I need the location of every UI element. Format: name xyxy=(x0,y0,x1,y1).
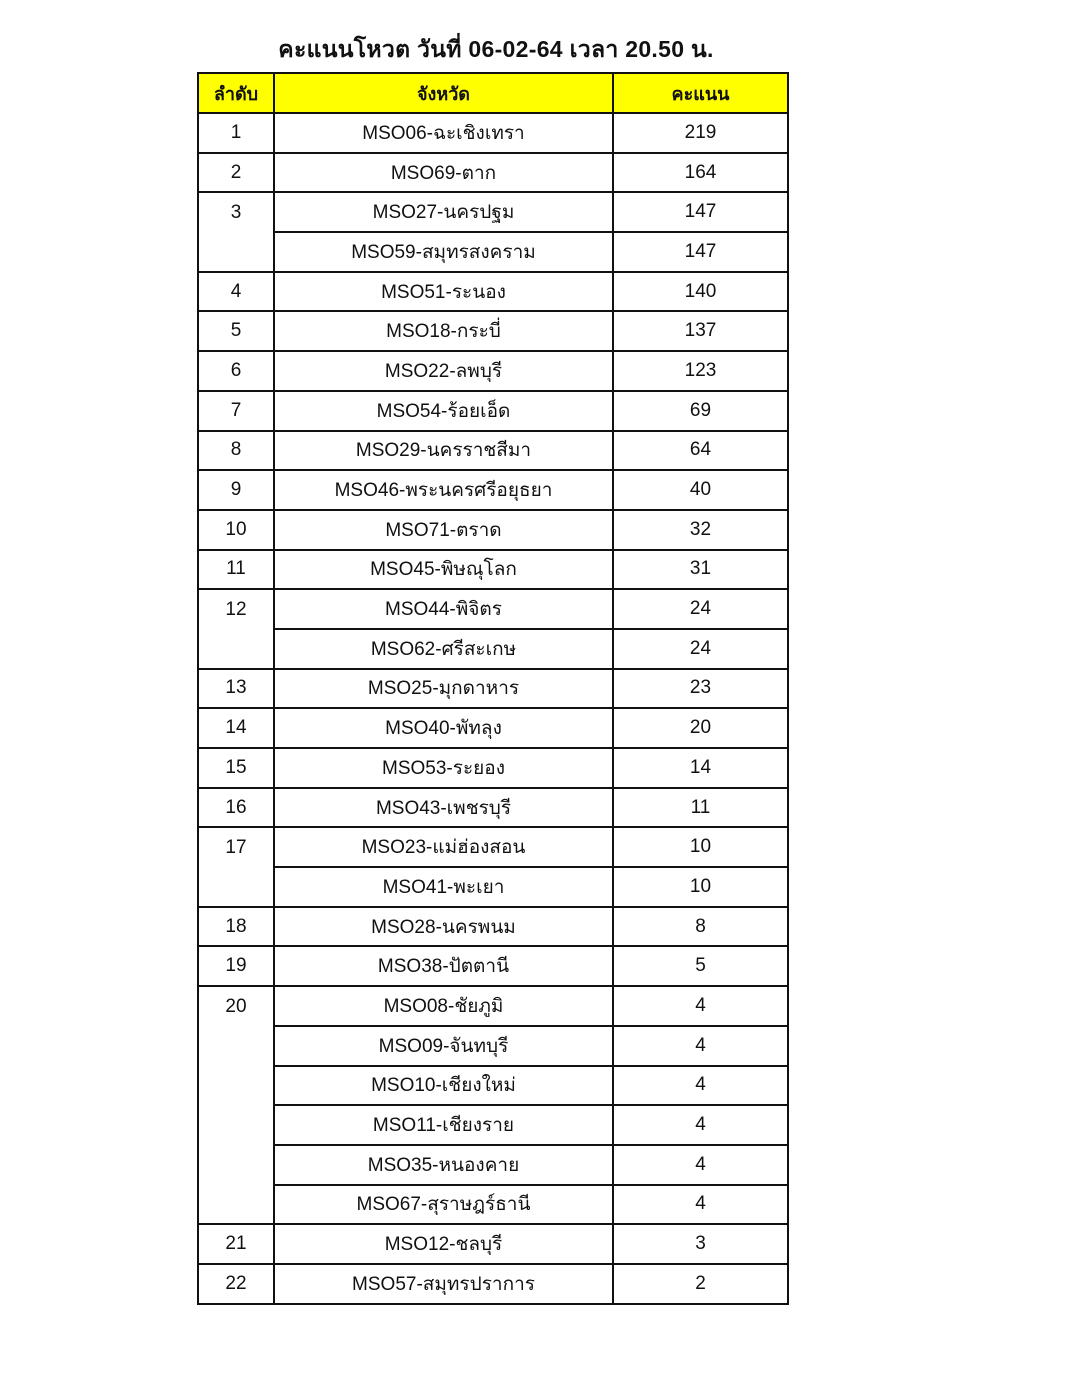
province-cell: MSO38-ปัตตานี xyxy=(274,946,613,986)
table-row xyxy=(198,669,788,709)
rank-cell: 18 xyxy=(198,907,274,947)
table-row xyxy=(198,192,788,232)
province-cell: MSO12-ชลบุรี xyxy=(274,1224,613,1264)
score-cell: 147 xyxy=(613,192,788,232)
rank-cell: 16 xyxy=(198,788,274,828)
rank-cell: 3 xyxy=(198,192,274,271)
score-cell: 20 xyxy=(613,708,788,748)
table-row xyxy=(198,1185,788,1225)
table-row xyxy=(198,272,788,312)
rank-cell: 2 xyxy=(198,153,274,193)
score-cell: 8 xyxy=(613,907,788,947)
table-row xyxy=(198,1066,788,1106)
province-cell: MSO57-สมุทรปราการ xyxy=(274,1264,613,1304)
rank-cell: 12 xyxy=(198,589,274,668)
province-cell: MSO11-เชียงราย xyxy=(274,1105,613,1145)
province-cell: MSO28-นครพนม xyxy=(274,907,613,947)
table-row xyxy=(198,788,788,828)
score-cell: 219 xyxy=(613,113,788,153)
rank-cell: 8 xyxy=(198,431,274,471)
rank-cell: 19 xyxy=(198,946,274,986)
table-row xyxy=(198,1105,788,1145)
table-row xyxy=(198,431,788,471)
province-cell: MSO25-มุกดาหาร xyxy=(274,669,613,709)
score-cell: 147 xyxy=(613,232,788,272)
rank-cell: 9 xyxy=(198,470,274,510)
table-row xyxy=(198,629,788,669)
table-row xyxy=(198,907,788,947)
table-row xyxy=(198,867,788,907)
table-row xyxy=(198,946,788,986)
province-cell: MSO51-ระนอง xyxy=(274,272,613,312)
table-row xyxy=(198,986,788,1026)
score-cell: 10 xyxy=(613,867,788,907)
rank-cell: 21 xyxy=(198,1224,274,1264)
province-cell: MSO09-จันทบุรี xyxy=(274,1026,613,1066)
score-cell: 4 xyxy=(613,1105,788,1145)
table-header-row xyxy=(198,73,788,113)
table-row xyxy=(198,351,788,391)
rank-cell: 5 xyxy=(198,311,274,351)
rank-cell: 1 xyxy=(198,113,274,153)
table-row xyxy=(198,113,788,153)
score-cell: 11 xyxy=(613,788,788,828)
vote-score-table xyxy=(197,72,789,1305)
table-row xyxy=(198,153,788,193)
rank-cell: 22 xyxy=(198,1264,274,1304)
province-cell: MSO10-เชียงใหม่ xyxy=(274,1066,613,1106)
table-row xyxy=(198,1145,788,1185)
score-cell: 40 xyxy=(613,470,788,510)
score-cell: 69 xyxy=(613,391,788,431)
table-body xyxy=(198,113,788,1304)
province-cell: MSO22-ลพบุรี xyxy=(274,351,613,391)
score-cell: 5 xyxy=(613,946,788,986)
table-row xyxy=(198,311,788,351)
score-cell: 4 xyxy=(613,1145,788,1185)
score-cell: 2 xyxy=(613,1264,788,1304)
province-cell: MSO06-ฉะเชิงเทรา xyxy=(274,113,613,153)
score-cell: 64 xyxy=(613,431,788,471)
province-cell: MSO53-ระยอง xyxy=(274,748,613,788)
province-cell: MSO69-ตาก xyxy=(274,153,613,193)
score-cell: 24 xyxy=(613,629,788,669)
table-row xyxy=(198,748,788,788)
table-row xyxy=(198,1026,788,1066)
province-cell: MSO40-พัทลุง xyxy=(274,708,613,748)
rank-cell: 15 xyxy=(198,748,274,788)
score-cell: 32 xyxy=(613,510,788,550)
province-cell: MSO44-พิจิตร xyxy=(274,589,613,629)
rank-cell: 17 xyxy=(198,827,274,906)
province-cell: MSO35-หนองคาย xyxy=(274,1145,613,1185)
province-cell: MSO43-เพชรบุรี xyxy=(274,788,613,828)
province-cell: MSO46-พระนครศรีอยุธยา xyxy=(274,470,613,510)
province-cell: MSO23-แม่ฮ่องสอน xyxy=(274,827,613,867)
header-rank: ลำดับ xyxy=(198,73,274,113)
score-cell: 137 xyxy=(613,311,788,351)
table-row xyxy=(198,470,788,510)
province-cell: MSO08-ชัยภูมิ xyxy=(274,986,613,1026)
score-cell: 31 xyxy=(613,550,788,590)
table-row xyxy=(198,827,788,867)
rank-cell: 11 xyxy=(198,550,274,590)
province-cell: MSO18-กระบี่ xyxy=(274,311,613,351)
score-cell: 4 xyxy=(613,986,788,1026)
score-cell: 4 xyxy=(613,1185,788,1225)
province-cell: MSO45-พิษณุโลก xyxy=(274,550,613,590)
score-cell: 123 xyxy=(613,351,788,391)
table-row xyxy=(198,708,788,748)
table-row xyxy=(198,550,788,590)
header-score: คะแนน xyxy=(613,73,788,113)
rank-cell: 14 xyxy=(198,708,274,748)
province-cell: MSO67-สุราษฎร์ธานี xyxy=(274,1185,613,1225)
table-row xyxy=(198,589,788,629)
province-cell: MSO27-นครปฐม xyxy=(274,192,613,232)
score-cell: 4 xyxy=(613,1026,788,1066)
rank-cell: 6 xyxy=(198,351,274,391)
rank-cell: 10 xyxy=(198,510,274,550)
table-row xyxy=(198,232,788,272)
score-cell: 140 xyxy=(613,272,788,312)
rank-cell: 13 xyxy=(198,669,274,709)
page-title: คะแนนโหวต วันที่ 06-02-64 เวลา 20.50 น. xyxy=(278,36,714,62)
header-province: จังหวัด xyxy=(274,73,613,113)
score-cell: 4 xyxy=(613,1066,788,1106)
table-row xyxy=(198,391,788,431)
province-cell: MSO54-ร้อยเอ็ด xyxy=(274,391,613,431)
table-row xyxy=(198,1224,788,1264)
province-cell: MSO71-ตราด xyxy=(274,510,613,550)
score-cell: 164 xyxy=(613,153,788,193)
score-cell: 23 xyxy=(613,669,788,709)
score-cell: 3 xyxy=(613,1224,788,1264)
table-row xyxy=(198,510,788,550)
score-cell: 24 xyxy=(613,589,788,629)
province-cell: MSO29-นครราชสีมา xyxy=(274,431,613,471)
province-cell: MSO62-ศรีสะเกษ xyxy=(274,629,613,669)
score-cell: 14 xyxy=(613,748,788,788)
table-row xyxy=(198,1264,788,1304)
rank-cell: 4 xyxy=(198,272,274,312)
rank-cell: 7 xyxy=(198,391,274,431)
province-cell: MSO59-สมุทรสงคราม xyxy=(274,232,613,272)
rank-cell: 20 xyxy=(198,986,274,1224)
score-cell: 10 xyxy=(613,827,788,867)
province-cell: MSO41-พะเยา xyxy=(274,867,613,907)
